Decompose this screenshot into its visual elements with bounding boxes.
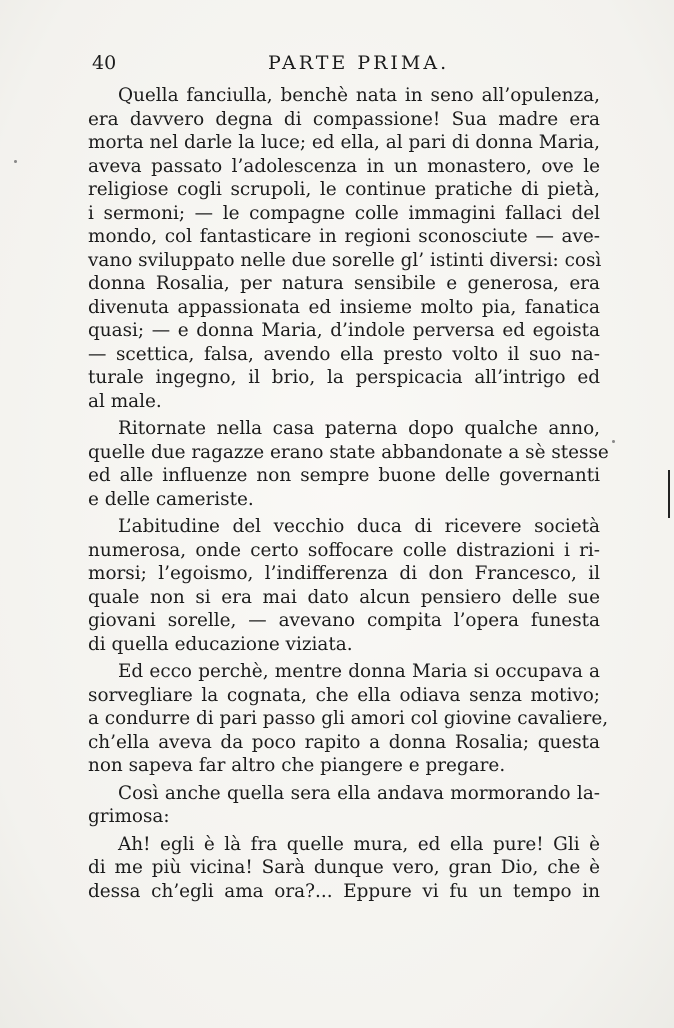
text-line: L’abitudine del vecchio duca di ricevere società [118, 516, 600, 537]
paper-speck [14, 160, 17, 163]
text-line: Ed ecco perchè, mentre donna Maria si occupava a [118, 661, 600, 682]
text-line: Ritornate nella casa paterna dopo qualche anno, [118, 418, 600, 439]
paragraph [88, 660, 609, 778]
paragraph [88, 417, 609, 511]
text-line: religiose cogli scrupoli, le continue pratiche di pietà, [88, 179, 600, 200]
text-line: non sapeva far altro che piangere e pregare. [88, 755, 506, 776]
text-line: dessa ch’egli ama ora?... Eppure vi fu un tempo in [88, 880, 600, 902]
text-line: al male. [88, 390, 162, 412]
text-line: ch’ella aveva da poco rapito a donna Rosalia; questa [88, 731, 600, 753]
page-header [88, 52, 608, 78]
text-line: aveva passato l’adolescenza in un monastero, ove le [88, 155, 600, 177]
text-line: e delle cameriste. [88, 488, 254, 510]
text-line: morsi; l’egoismo, l’indifferenza di don Francesco, il [88, 563, 600, 584]
text-line: quelle due ragazze erano state abbandonate a sè stesse [88, 441, 609, 463]
text-line: Ah! egli è là fra quelle mura, ed ella pure! Gli è [118, 833, 600, 855]
text-line: ed alle influenze non sempre buone delle governanti [88, 465, 600, 486]
text-line: — scettica, falsa, avendo ella presto volto il suo na- [88, 343, 600, 365]
text-line: quale non si era mai dato alcun pensiero delle sue [88, 586, 600, 608]
text-line: quasi; — e donna Maria, d’indole perversa ed egoista [88, 320, 600, 341]
text-line: i sermoni; — le compagne colle immagini fallaci del [88, 202, 600, 224]
text-line: numerosa, onde certo soffocare colle distrazioni i ri- [88, 539, 600, 561]
text-line: morta nel darle la luce; ed ella, al pari di donna Maria, [88, 132, 600, 153]
text-line: sorvegliare la cognata, che ella odiava senza motivo; [88, 684, 600, 706]
running-head: PARTE PRIMA. [268, 52, 450, 74]
text-line: di me più vicina! Sarà dunque vero, gran Dio, che è [88, 857, 600, 878]
page-edge-mark [668, 470, 670, 518]
text-line: donna Rosalia, per natura sensibile e generosa, era [88, 273, 600, 294]
text-line: a condurre di pari passo gli amori col giovine cavaliere, [88, 708, 609, 729]
text-line: vano sviluppato nelle due sorelle gl’ istinti diversi: così [88, 249, 602, 271]
text-line: grimosa: [88, 806, 170, 827]
paragraph [88, 84, 600, 413]
text-line: divenuta appassionata ed insieme molto pia, fanatica [88, 296, 600, 318]
text-line: Così anche quella sera ella andava mormorando la- [118, 782, 600, 804]
paragraph [88, 515, 600, 656]
text-line: Quella fanciulla, benchè nata in seno all’opulenza, [118, 85, 600, 106]
paragraph [88, 782, 600, 829]
paragraph [88, 833, 600, 904]
text-line: giovani sorelle, — avevano compita l’opera funesta [88, 610, 600, 631]
text-line: turale ingegno, il brio, la perspicacia all’intrigo ed [88, 367, 600, 388]
text-line: di quella educazione viziata. [88, 633, 353, 655]
text-line: mondo, col fantasticare in regioni sconosciute — ave- [88, 226, 600, 247]
page-number: 40 [92, 52, 117, 74]
paper-speck [612, 440, 615, 443]
body-text [88, 84, 609, 907]
text-line: era davvero degna di compassione! Sua madre era [88, 108, 600, 130]
